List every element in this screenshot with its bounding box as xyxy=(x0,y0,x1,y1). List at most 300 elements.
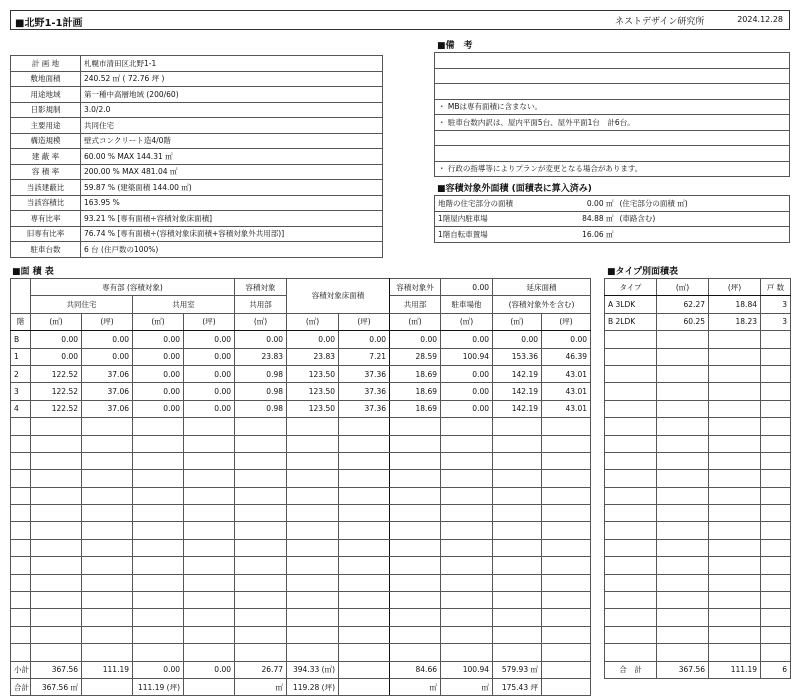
empty-cell xyxy=(235,435,287,452)
value-cell: 0.00 xyxy=(184,383,235,400)
value-cell: 0.00 xyxy=(31,348,82,365)
summary-row xyxy=(11,133,383,149)
empty-cell xyxy=(235,522,287,539)
empty-cell xyxy=(339,435,390,452)
table-row xyxy=(11,365,591,382)
empty-cell xyxy=(235,470,287,487)
remark-text: ・ 行政の指導等によりプランが変更となる場合があります。 xyxy=(435,161,790,177)
area-table xyxy=(10,278,591,696)
empty-cell xyxy=(605,452,657,469)
table-row xyxy=(11,505,591,522)
header-row xyxy=(11,313,591,330)
empty-cell xyxy=(31,626,82,643)
value-cell: 122.52 xyxy=(31,400,82,417)
empty-cell xyxy=(761,452,791,469)
empty-cell xyxy=(287,644,339,661)
value-cell: 43.01 xyxy=(542,383,591,400)
summary-row xyxy=(11,164,383,180)
empty-cell xyxy=(657,435,709,452)
empty-cell xyxy=(709,626,761,643)
value-cell: 18.69 xyxy=(390,383,441,400)
header-floor: 階 xyxy=(11,313,31,330)
empty-cell xyxy=(761,383,791,400)
empty-cell xyxy=(287,522,339,539)
value-cell: 23.83 xyxy=(235,348,287,365)
empty-cell xyxy=(709,505,761,522)
empty-cell xyxy=(82,452,133,469)
header-taishogai-value: 0.00 xyxy=(441,279,493,296)
empty-cell xyxy=(709,609,761,626)
empty-cell xyxy=(339,557,390,574)
exclusion-value: 84.88 ㎡ xyxy=(545,211,617,227)
subtotal-row-value: 0.00 xyxy=(133,661,184,678)
type-tsubo: 18.84 xyxy=(709,296,761,313)
summary-row xyxy=(11,71,383,87)
value-cell: 46.39 xyxy=(542,348,591,365)
type-table xyxy=(604,278,791,679)
empty-cell xyxy=(339,505,390,522)
subtotal-row-value: 367.56 xyxy=(31,661,82,678)
type-total-count: 6 xyxy=(761,661,791,678)
subtotal-row-value: 26.77 xyxy=(235,661,287,678)
table-row xyxy=(11,644,591,661)
empty-cell xyxy=(11,609,31,626)
empty-cell xyxy=(605,348,657,365)
empty-cell xyxy=(441,626,493,643)
empty-cell xyxy=(82,470,133,487)
empty-cell xyxy=(390,452,441,469)
empty-cell xyxy=(339,574,390,591)
empty-cell xyxy=(441,609,493,626)
summary-label: 構造規模 xyxy=(11,133,81,149)
empty-cell xyxy=(709,644,761,661)
value-cell: 0.00 xyxy=(184,331,235,348)
type-header-row xyxy=(605,279,791,296)
value-cell: 142.19 xyxy=(493,400,542,417)
empty-cell xyxy=(287,539,339,556)
corner-cell xyxy=(11,279,31,314)
value-cell: 0.00 xyxy=(82,331,133,348)
empty-cell xyxy=(31,470,82,487)
empty-cell xyxy=(82,539,133,556)
table-row xyxy=(11,539,591,556)
empty-cell xyxy=(542,435,591,452)
empty-cell xyxy=(339,626,390,643)
remark-row xyxy=(435,99,790,115)
empty-cell xyxy=(390,557,441,574)
empty-cell xyxy=(287,609,339,626)
value-cell: 0.98 xyxy=(235,383,287,400)
table-row xyxy=(11,400,591,417)
empty-cell xyxy=(709,383,761,400)
value-cell: 142.19 xyxy=(493,383,542,400)
table-row xyxy=(11,557,591,574)
empty-cell xyxy=(542,539,591,556)
header-unit: (㎡) xyxy=(441,313,493,330)
empty-cell xyxy=(31,452,82,469)
summary-value: 第一種中高層地域 (200/60) xyxy=(81,87,383,103)
empty-cell xyxy=(133,609,184,626)
empty-cell xyxy=(542,626,591,643)
value-cell: 37.06 xyxy=(82,400,133,417)
empty-cell xyxy=(493,418,542,435)
empty-cell xyxy=(761,644,791,661)
header-unit: (㎡) xyxy=(31,313,82,330)
subtotal-row-value: 84.66 xyxy=(390,661,441,678)
empty-cell xyxy=(390,626,441,643)
empty-cell xyxy=(11,452,31,469)
empty-cell xyxy=(235,539,287,556)
value-cell: 0.00 xyxy=(441,365,493,382)
value-cell: 18.69 xyxy=(390,400,441,417)
type-header: (坪) xyxy=(709,279,761,296)
subtotal-row-label: 小計 xyxy=(11,661,31,678)
header-unit: (㎡) xyxy=(390,313,441,330)
empty-cell xyxy=(441,644,493,661)
value-cell: 0.00 xyxy=(390,331,441,348)
empty-cell xyxy=(235,626,287,643)
remark-text: ・ 駐車台数内訳は、屋内平面5台、屋外平面1台 計6台。 xyxy=(435,115,790,131)
summary-value: 壁式コンクリート造4/0階 xyxy=(81,133,383,149)
empty-cell xyxy=(184,592,235,609)
header-row xyxy=(11,279,591,296)
empty-cell xyxy=(657,400,709,417)
page-title: ■北野1-1計画 xyxy=(15,18,83,29)
value-cell: 0.00 xyxy=(133,400,184,417)
empty-cell xyxy=(287,418,339,435)
empty-cell xyxy=(31,574,82,591)
empty-cell xyxy=(235,592,287,609)
empty-cell xyxy=(493,609,542,626)
remark-text xyxy=(435,84,790,100)
empty-cell xyxy=(542,487,591,504)
empty-cell xyxy=(339,644,390,661)
empty-cell xyxy=(657,383,709,400)
empty-cell xyxy=(761,365,791,382)
empty-cell xyxy=(761,522,791,539)
subtotal-row-value: 579.93 ㎡ xyxy=(493,661,542,678)
type-header: タイプ xyxy=(605,279,657,296)
empty-cell xyxy=(82,626,133,643)
empty-cell xyxy=(542,592,591,609)
summary-row xyxy=(11,211,383,227)
empty-cell xyxy=(761,539,791,556)
remark-text xyxy=(435,53,790,69)
summary-label: 当該容積比 xyxy=(11,195,81,211)
header-unit: (㎡) xyxy=(133,313,184,330)
value-cell: 23.83 xyxy=(287,348,339,365)
summary-row xyxy=(11,56,383,72)
empty-cell xyxy=(657,487,709,504)
type-row xyxy=(605,592,791,609)
empty-cell xyxy=(441,557,493,574)
summary-row xyxy=(11,118,383,134)
empty-cell xyxy=(657,470,709,487)
header-taisho-yuka: 容積対象床面積 xyxy=(287,279,390,314)
exclusion-note: (車路含む) xyxy=(617,211,790,227)
empty-cell xyxy=(184,487,235,504)
value-cell: 0.00 xyxy=(542,331,591,348)
floor-cell: 3 xyxy=(11,383,31,400)
total-row-value: ㎡ xyxy=(390,678,441,695)
empty-cell xyxy=(605,365,657,382)
type-row xyxy=(605,348,791,365)
value-cell: 0.00 xyxy=(133,331,184,348)
empty-cell xyxy=(493,557,542,574)
empty-cell xyxy=(31,592,82,609)
empty-cell xyxy=(11,557,31,574)
total-row-value: ㎡ xyxy=(235,678,287,695)
floor-cell: 2 xyxy=(11,365,31,382)
empty-cell xyxy=(657,418,709,435)
empty-cell xyxy=(287,574,339,591)
empty-cell xyxy=(11,626,31,643)
header-senyu: 専有部 (容積対象) xyxy=(31,279,235,296)
empty-cell xyxy=(11,574,31,591)
total-row-value xyxy=(82,678,133,695)
type-row xyxy=(605,609,791,626)
empty-cell xyxy=(761,435,791,452)
empty-cell xyxy=(605,592,657,609)
empty-cell xyxy=(390,505,441,522)
type-total-tsubo: 111.19 xyxy=(709,661,761,678)
empty-cell xyxy=(761,418,791,435)
summary-row xyxy=(11,195,383,211)
summary-value: 93.21 % [専有面積÷容積対象床面積] xyxy=(81,211,383,227)
empty-cell xyxy=(441,452,493,469)
empty-cell xyxy=(339,539,390,556)
header-kyoyobu2: 共用部 xyxy=(390,296,441,313)
value-cell: 37.06 xyxy=(82,383,133,400)
summary-label: 建 蔽 率 xyxy=(11,149,81,165)
remark-row xyxy=(435,53,790,69)
empty-cell xyxy=(184,557,235,574)
exclusion-row xyxy=(435,196,790,212)
remark-text xyxy=(435,68,790,84)
remarks-table xyxy=(434,52,790,177)
empty-cell xyxy=(11,487,31,504)
summary-row xyxy=(11,180,383,196)
empty-cell xyxy=(493,539,542,556)
empty-cell xyxy=(542,644,591,661)
empty-cell xyxy=(11,592,31,609)
empty-cell xyxy=(31,487,82,504)
empty-cell xyxy=(441,435,493,452)
empty-cell xyxy=(184,418,235,435)
header-unit: (坪) xyxy=(184,313,235,330)
exclusion-row xyxy=(435,227,790,243)
empty-cell xyxy=(287,505,339,522)
empty-cell xyxy=(11,418,31,435)
empty-cell xyxy=(82,487,133,504)
table-row xyxy=(11,452,591,469)
empty-cell xyxy=(542,557,591,574)
type-row xyxy=(605,313,791,330)
table-row xyxy=(11,574,591,591)
total-row-value xyxy=(339,678,390,695)
empty-cell xyxy=(493,435,542,452)
total-row-value: 175.43 坪 xyxy=(493,678,542,695)
value-cell: 0.00 xyxy=(339,331,390,348)
subtotal-row-value xyxy=(339,661,390,678)
issue-date: 2024.12.28 xyxy=(737,15,783,24)
floor-cell: 4 xyxy=(11,400,31,417)
value-cell: 123.50 xyxy=(287,365,339,382)
subtotal-row-value: 0.00 xyxy=(184,661,235,678)
header-unit: (坪) xyxy=(82,313,133,330)
empty-cell xyxy=(31,557,82,574)
empty-cell xyxy=(82,418,133,435)
empty-cell xyxy=(287,435,339,452)
empty-cell xyxy=(605,470,657,487)
empty-cell xyxy=(709,487,761,504)
type-row xyxy=(605,296,791,313)
empty-cell xyxy=(133,470,184,487)
empty-cell xyxy=(235,418,287,435)
value-cell: 0.00 xyxy=(31,331,82,348)
empty-cell xyxy=(542,452,591,469)
exclusion-table xyxy=(434,195,790,243)
empty-cell xyxy=(441,522,493,539)
empty-cell xyxy=(605,522,657,539)
summary-value: 3.0/2.0 xyxy=(81,102,383,118)
empty-cell xyxy=(133,592,184,609)
exclusion-value: 16.06 ㎡ xyxy=(545,227,617,243)
empty-cell xyxy=(235,574,287,591)
value-cell: 0.00 xyxy=(82,348,133,365)
table-row xyxy=(11,487,591,504)
empty-cell xyxy=(542,470,591,487)
type-row xyxy=(605,470,791,487)
value-cell: 37.36 xyxy=(339,400,390,417)
empty-cell xyxy=(605,574,657,591)
remark-text: ・ MBは専有面積に含まない。 xyxy=(435,99,790,115)
empty-cell xyxy=(133,435,184,452)
summary-value: 163.95 % xyxy=(81,195,383,211)
empty-cell xyxy=(133,418,184,435)
empty-cell xyxy=(390,487,441,504)
value-cell: 100.94 xyxy=(441,348,493,365)
empty-cell xyxy=(441,418,493,435)
value-cell: 0.00 xyxy=(441,331,493,348)
value-cell: 0.00 xyxy=(133,348,184,365)
empty-cell xyxy=(339,592,390,609)
floor-cell: 1 xyxy=(11,348,31,365)
empty-cell xyxy=(31,539,82,556)
empty-cell xyxy=(82,435,133,452)
summary-row xyxy=(11,226,383,242)
summary-label: 主要用途 xyxy=(11,118,81,134)
type-row xyxy=(605,522,791,539)
empty-cell xyxy=(605,400,657,417)
subtotal-row-value: 111.19 xyxy=(82,661,133,678)
empty-cell xyxy=(390,592,441,609)
value-cell: 0.00 xyxy=(133,365,184,382)
empty-cell xyxy=(542,574,591,591)
empty-cell xyxy=(542,522,591,539)
empty-cell xyxy=(339,418,390,435)
type-row xyxy=(605,400,791,417)
empty-cell xyxy=(657,626,709,643)
table-row xyxy=(11,383,591,400)
empty-cell xyxy=(31,418,82,435)
type-row xyxy=(605,418,791,435)
empty-cell xyxy=(133,487,184,504)
total-row-label: 合計 xyxy=(11,678,31,695)
value-cell: 43.01 xyxy=(542,365,591,382)
type-row xyxy=(605,574,791,591)
empty-cell xyxy=(11,505,31,522)
empty-cell xyxy=(605,331,657,348)
summary-label: 駐車台数 xyxy=(11,242,81,258)
empty-cell xyxy=(184,644,235,661)
empty-cell xyxy=(657,452,709,469)
empty-cell xyxy=(605,435,657,452)
header-kyodo: 共同住宅 xyxy=(31,296,133,313)
type-row xyxy=(605,626,791,643)
empty-cell xyxy=(31,522,82,539)
empty-cell xyxy=(709,574,761,591)
summary-row xyxy=(11,242,383,258)
empty-cell xyxy=(542,609,591,626)
type-table-title: ■タイプ別面積表 xyxy=(607,267,679,277)
empty-cell xyxy=(11,435,31,452)
empty-cell xyxy=(709,400,761,417)
value-cell: 0.00 xyxy=(184,400,235,417)
empty-cell xyxy=(441,470,493,487)
empty-cell xyxy=(605,505,657,522)
type-total-label: 合 計 xyxy=(605,661,657,678)
empty-cell xyxy=(133,452,184,469)
header-youseki-taisho: 容積対象 xyxy=(235,279,287,296)
subtotal-row-value: 100.94 xyxy=(441,661,493,678)
empty-cell xyxy=(709,470,761,487)
empty-cell xyxy=(441,592,493,609)
type-row xyxy=(605,644,791,661)
empty-cell xyxy=(390,609,441,626)
exclusion-label: 1階自転車置場 xyxy=(435,227,545,243)
summary-label: 容 積 率 xyxy=(11,164,81,180)
type-total-m2: 367.56 xyxy=(657,661,709,678)
empty-cell xyxy=(657,644,709,661)
table-row xyxy=(11,331,591,348)
empty-cell xyxy=(390,539,441,556)
value-cell: 28.59 xyxy=(390,348,441,365)
empty-cell xyxy=(441,539,493,556)
type-m2: 62.27 xyxy=(657,296,709,313)
empty-cell xyxy=(11,644,31,661)
table-row xyxy=(11,522,591,539)
type-name: A 3LDK xyxy=(605,296,657,313)
empty-cell xyxy=(184,522,235,539)
exclusion-label: 地階の住宅部分の面積 xyxy=(435,196,545,212)
empty-cell xyxy=(133,539,184,556)
empty-cell xyxy=(542,505,591,522)
empty-cell xyxy=(493,644,542,661)
subtotal-row xyxy=(11,661,591,678)
header-unit: (㎡) xyxy=(493,313,542,330)
empty-cell xyxy=(493,574,542,591)
empty-cell xyxy=(605,609,657,626)
value-cell: 0.98 xyxy=(235,400,287,417)
exclusion-value: 0.00 ㎡ xyxy=(545,196,617,212)
exclusion-note: (住宅部分の面積 ㎡) xyxy=(617,196,790,212)
empty-cell xyxy=(657,522,709,539)
empty-cell xyxy=(761,592,791,609)
empty-cell xyxy=(133,505,184,522)
empty-cell xyxy=(287,470,339,487)
empty-cell xyxy=(82,609,133,626)
